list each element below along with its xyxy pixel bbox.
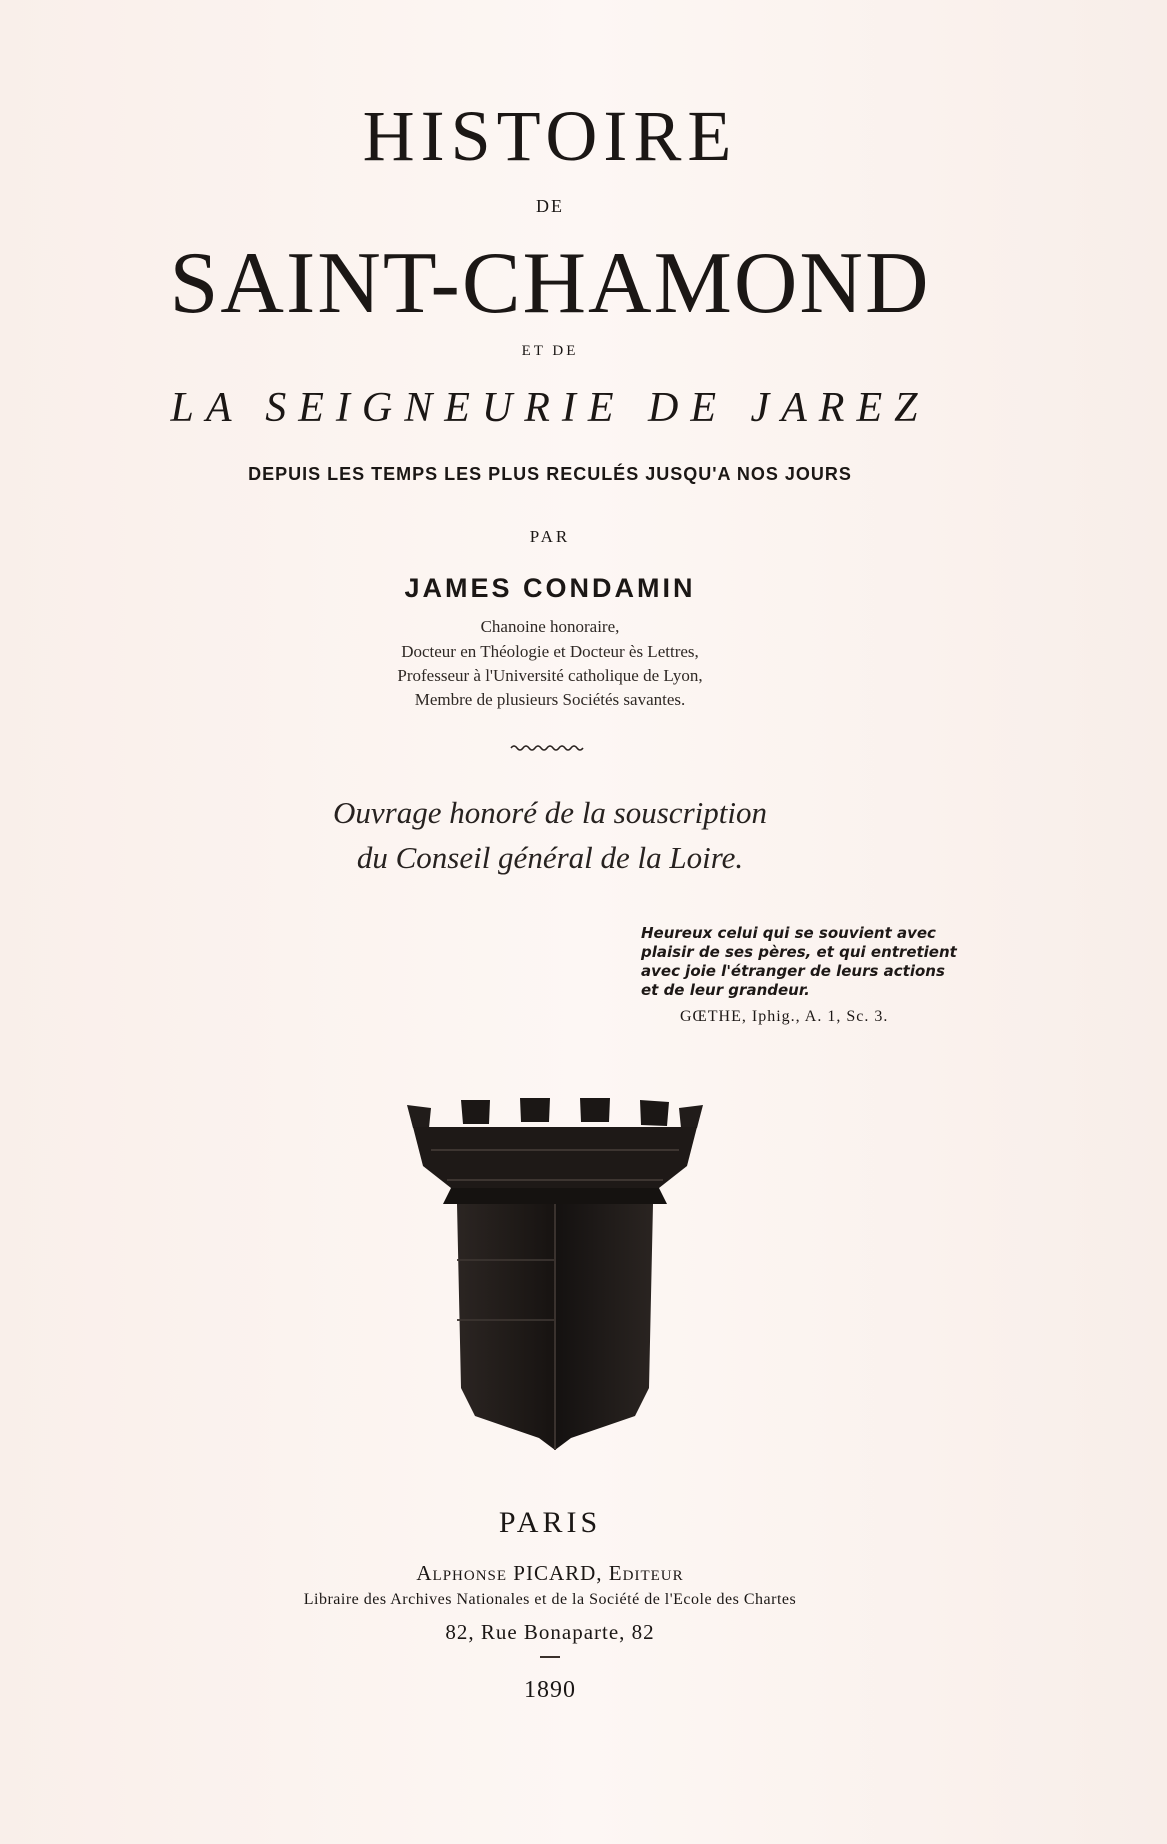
imprint-address: 82, Rue Bonaparte, 82 (445, 1620, 655, 1644)
credential-line: Membre de plusieurs Sociétés savantes. (414, 690, 686, 709)
honor-line: du Conseil général de la Loire. (356, 840, 744, 875)
imprint-divider (540, 1656, 560, 1658)
epigraph-attribution: GŒTHE, Iphig., A. 1, Sc. 3. (680, 1008, 889, 1025)
author-name: JAMES CONDAMIN (404, 573, 696, 603)
title-line-3: LA SEIGNEURIE DE JAREZ (170, 385, 930, 431)
credential-line: Docteur en Théologie et Docteur ès Lettres, (401, 642, 699, 661)
title-line-2: SAINT-CHAMOND (169, 235, 931, 332)
by-line: PAR (529, 527, 571, 546)
honor-line: Ouvrage honoré de la souscription (333, 795, 767, 830)
wavy-rule-icon (510, 742, 585, 754)
credential-line: Professeur à l'Université catholique de Lyon, (397, 666, 703, 685)
epigraph-text: Heureux celui qui se souvient avec plaisir de ses pères, et qui entretient avec joie l'étranger de leurs actions et de leur grandeur. (641, 924, 957, 999)
title-line-1: HISTOIRE (362, 96, 738, 176)
title-connector-et-de: ET DE (521, 343, 579, 359)
imprint-year: 1890 (524, 1677, 576, 1703)
subtitle: DEPUIS LES TEMPS LES PLUS RECULÉS JUSQU'A NOS JOURS (248, 464, 852, 484)
title-connector-de: DE (536, 196, 564, 216)
imprint-bookseller: Libraire des Archives Nationales et de la Société de l'Ecole des Chartes (303, 1591, 797, 1608)
credential-line: Chanoine honoraire, (480, 617, 620, 636)
imprint-city: PARIS (498, 1506, 602, 1539)
mural-crown-shield-icon (405, 1080, 705, 1450)
imprint-publisher: Alphonse PICARD, Editeur (416, 1561, 684, 1585)
